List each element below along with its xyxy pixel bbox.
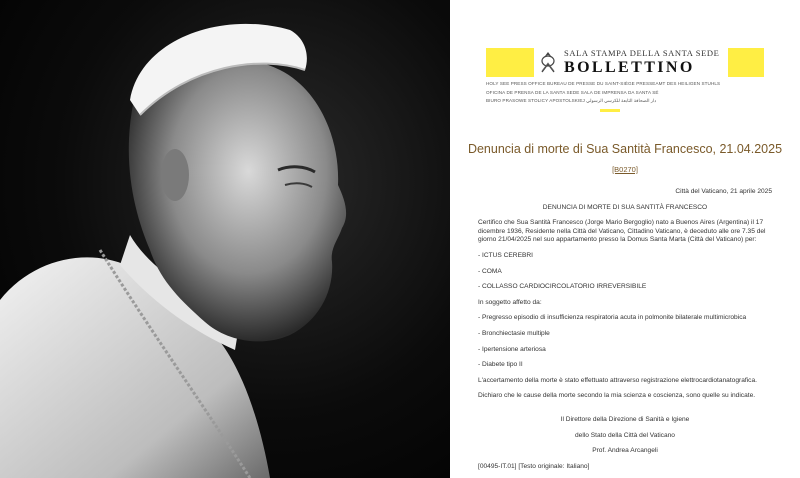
condition-item: - Ipertensione arteriosa <box>478 345 546 353</box>
verification-text: L'accertamento della morte è stato effettuato attraverso registrazione elettrocardiotanatografica. <box>478 376 757 384</box>
certificate-intro: Certifico che Sua Santità Francesco (Jorge Mario Bergoglio) nato a Buenos Aires (Argentina) il 17 dicembre 1936, Residente nella Città del Vaticano, Cittadino Vaticano, è deceduto alle ore 7.35 del giorno 21/04/2025 nel suo appartamento presso la Domus Santa Marta (Città del Vaticano) per: <box>478 219 766 244</box>
holy-see-crest-icon <box>538 50 558 74</box>
header-titles <box>564 48 732 76</box>
document-body <box>478 188 772 471</box>
bulletin-title: BOLLETTINO <box>564 59 695 76</box>
condition-item: - Bronchiectasie multiple <box>478 329 550 337</box>
cause-item: - ICTUS CEREBRI <box>478 251 533 259</box>
condition-item: - Pregresso episodio di insufficienza respiratoria acuta in polmonite bilaterale multimicrobica <box>478 314 747 322</box>
bulletin-header <box>486 48 764 77</box>
press-office-name: SALA STAMPA DELLA SANTA SEDE <box>564 48 720 58</box>
signature-line: Il Direttore della Direzione di Sanità e Igiene <box>560 415 690 423</box>
subject-label: In soggetto affetto da: <box>478 298 542 306</box>
cause-item: - COMA <box>478 267 502 275</box>
place-date: Città del Vaticano, 21 aprile 2025 <box>675 188 772 195</box>
signature-name: Prof. Andrea Arcangeli <box>592 447 658 455</box>
header-yellow-mark <box>600 109 620 112</box>
signature-line: dello Stato della Città del Vaticano <box>575 431 675 439</box>
condition-item: - Diabete tipo II <box>478 361 523 369</box>
header-yellow-band-left <box>486 48 534 77</box>
document-heading: DENUNCIA DI MORTE DI SUA SANTITÀ FRANCESCO <box>542 203 708 211</box>
press-office-names <box>486 80 766 106</box>
document-title: Denuncia di morte di Sua Santità Francesco, 21.04.2025 <box>467 142 783 156</box>
office-line: OFICINA DE PRENSA DE LA SANTA SEDE SALA DE IMPRENSA DA SANTA SÉ <box>486 89 659 95</box>
bulletin-document <box>450 0 800 478</box>
footer-code: [00495-IT.01] [Testo originale: Italiano] <box>478 462 590 470</box>
cause-item: - COLLASSO CARDIOCIRCOLATORIO IRREVERSIBILE <box>478 283 647 291</box>
header-yellow-band-right <box>728 48 764 77</box>
declaration-text: Dichiaro che le cause della morte secondo la mia scienza e coscienza, sono quelle su indicate. <box>478 392 756 400</box>
office-line: HOLY SEE PRESS OFFICE BUREAU DE PRESSE DU SAINT-SIÈGE PRESSEAMT DES HEILIGEN STUHLS <box>486 81 721 86</box>
office-line: BIURO PRASOWE STOLICY APOSTOLSKIEJ دار الصحافة التابعة للكرسي الرسولي <box>486 98 657 103</box>
document-code-link[interactable]: [B0270] <box>612 165 638 174</box>
